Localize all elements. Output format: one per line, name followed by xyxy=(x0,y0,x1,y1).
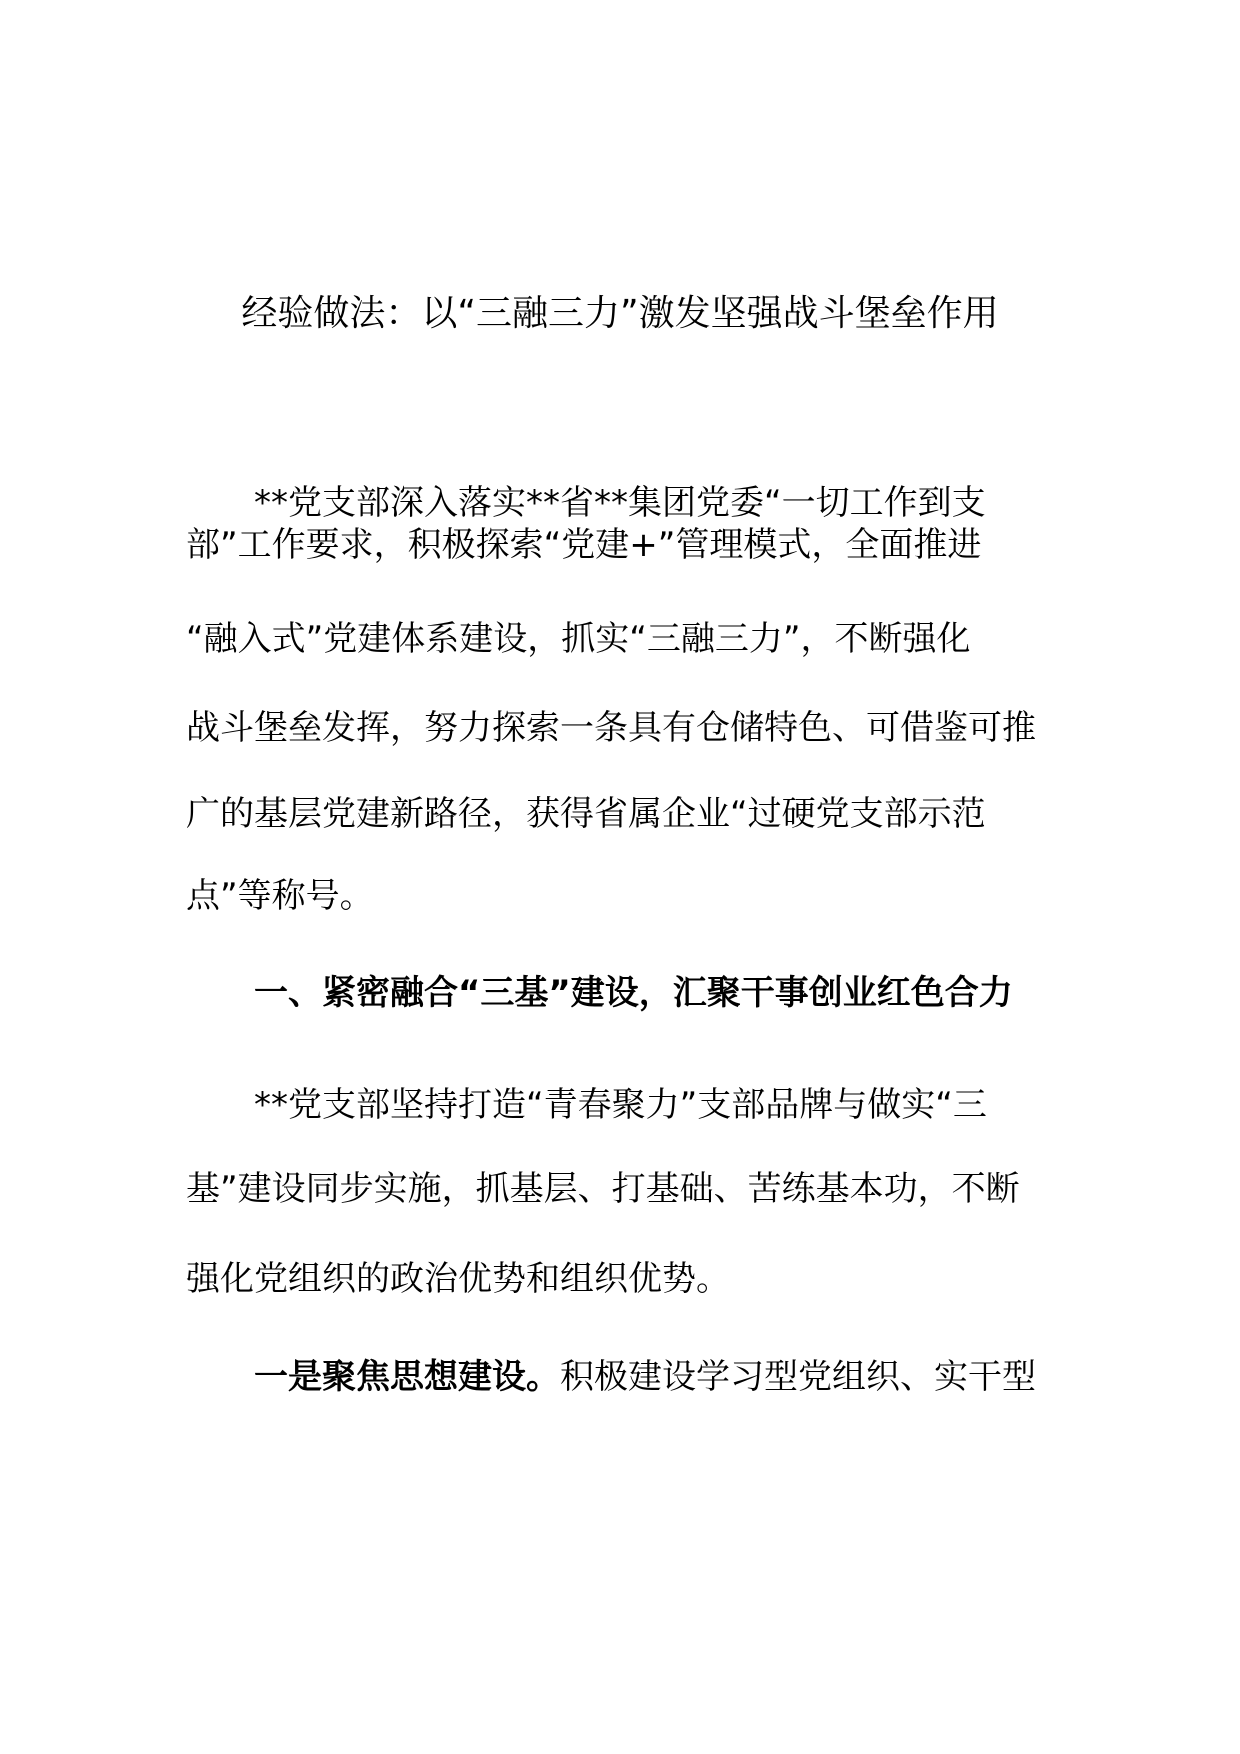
intro-line-4: 战斗堡垒发挥，努力探索一条具有仓储特色、可借鉴可推 xyxy=(186,708,1036,748)
document-title: 经验做法：以“三融三力”激发坚强战斗堡垒作用 xyxy=(241,293,999,334)
intro-line-6: 点”等称号。 xyxy=(186,876,374,916)
intro-line-3: “融入式”党建体系建设，抓实“三融三力”，不断强化 xyxy=(186,619,971,659)
section-heading-1: 一、紧密融合“三基”建设，汇聚干事创业红色合力 xyxy=(254,973,1013,1013)
intro-line-1: **党支部深入落实**省**集团党委“一切工作到支 xyxy=(254,483,986,523)
intro-line-2: 部”工作要求，积极探索“党建+”管理模式，全面推进 xyxy=(186,525,982,565)
section1-line-1: **党支部坚持打造“青春聚力”支部品牌与做实“三 xyxy=(254,1085,987,1125)
point1-text: 积极建设学习型党组织、实干型 xyxy=(560,1357,1036,1397)
point1-lead: 一是聚焦思想建设。 xyxy=(254,1357,560,1397)
point1-paragraph xyxy=(254,1352,1036,1402)
section1-line-3: 强化党组织的政治优势和组织优势。 xyxy=(186,1259,730,1299)
intro-line-5: 广的基层党建新路径，获得省属企业“过硬党支部示范 xyxy=(186,794,986,834)
section1-line-2: 基”建设同步实施，抓基层、打基础、苦练基本功，不断 xyxy=(186,1169,1020,1209)
